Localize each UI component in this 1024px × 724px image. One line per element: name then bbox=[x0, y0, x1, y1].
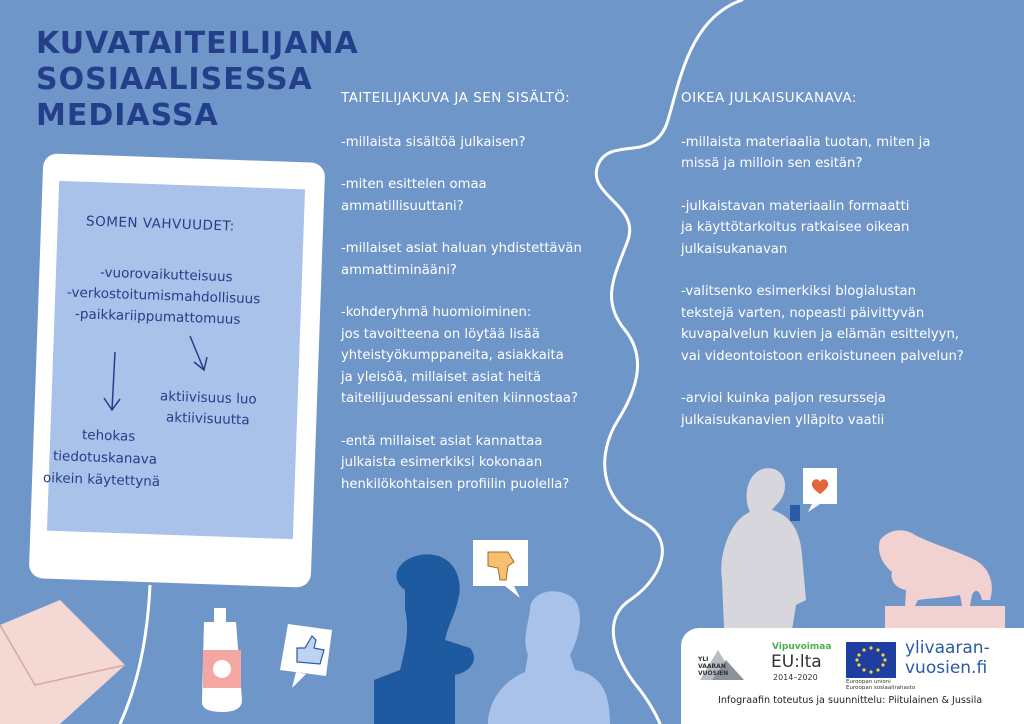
question-line: yhteistyökumppaneita, asiakkaita bbox=[341, 348, 564, 363]
question-line: julkaista esimerkiksi kokonaan bbox=[341, 455, 543, 470]
vipuvoimaa-main: EU:lta bbox=[771, 652, 822, 672]
arrow-caption: tehokas bbox=[81, 427, 136, 445]
question-line: taiteilijuudessani eniten kiinnostaa? bbox=[341, 391, 579, 406]
question-line: -arvioi kuinka paljon resursseja bbox=[681, 391, 886, 406]
question-line: kuvapalvelun kuvien ja elämän esittelyyn, bbox=[681, 327, 959, 342]
title-line: MEDIASSA bbox=[36, 98, 219, 133]
strengths-heading: SOMEN VAHVUUDET: bbox=[85, 213, 235, 235]
vipuvoimaa-top: Vipuvoimaa bbox=[772, 642, 832, 652]
vipuvoimaa-years: 2014–2020 bbox=[773, 673, 818, 682]
website-link[interactable] bbox=[905, 638, 990, 678]
eu-label bbox=[846, 679, 915, 691]
question-line: ja yleisöä, millaiset asiat heitä bbox=[341, 369, 541, 385]
strength-item: -verkostoitumismahdollisuus bbox=[66, 284, 261, 308]
question-line: tekstejä varten, nopeasti päivittyvän bbox=[681, 305, 925, 321]
question-line: julkaisukanavan bbox=[681, 241, 788, 257]
title-line: SOSIAALISESSA bbox=[36, 62, 313, 97]
yli-logo-text bbox=[698, 656, 728, 677]
notification-count: 1 bbox=[124, 536, 143, 566]
question-line: -valitsenko esimerkiksi blogialustan bbox=[681, 284, 916, 299]
logo-line: VAARAN bbox=[698, 663, 726, 670]
eu-label-line: Euroopan sosiaalirahasto bbox=[846, 685, 916, 691]
question-line: -millaiset asiat haluan yhdistettävän bbox=[341, 241, 582, 256]
title-line: KUVATAITEILIJANA bbox=[36, 26, 359, 61]
arrow-caption: aktiivisuus luo bbox=[159, 388, 257, 408]
question-line: -entä millaiset asiat kannattaa bbox=[341, 433, 543, 449]
logo-line: YLI bbox=[698, 656, 709, 663]
question-line: ja käyttötarkoitus ratkaisee oikean bbox=[681, 220, 910, 235]
question-line: -millaista materiaalia tuotan, miten ja bbox=[681, 134, 931, 150]
question-line: -miten esittelen omaa bbox=[341, 177, 487, 192]
arrow-caption: aktiivisuutta bbox=[165, 409, 250, 429]
question-line: julkaisukanavien ylläpito vaatii bbox=[681, 412, 885, 428]
question-line: -julkaistavan materiaalin formaatti bbox=[681, 198, 910, 214]
strength-item: -paikkariippumattomuus bbox=[74, 306, 241, 328]
arrow-caption: oikein käytettynä bbox=[42, 469, 161, 491]
question-line: -millaista sisältöä julkaisen? bbox=[341, 134, 526, 150]
question-line: jos tavoitteena on löytää lisää bbox=[341, 326, 540, 342]
site-line: ylivaaran- bbox=[905, 638, 990, 658]
strength-item: -vuorovaikutteisuus bbox=[99, 264, 233, 286]
column-heading: TAITEILIJAKUVA JA SEN SISÄLTÖ: bbox=[341, 90, 571, 106]
arrow-caption: tiedotuskanava bbox=[52, 448, 158, 468]
question-line: henkilökohtaisen profiilin puolella? bbox=[341, 476, 570, 492]
credit-text: Infograafin toteutus ja suunnittelu: Piitulainen & Jussila bbox=[718, 695, 983, 706]
column-heading: OIKEA JULKAISUKANAVA: bbox=[681, 90, 857, 106]
question-line: ammattiminääni? bbox=[341, 262, 457, 278]
question-line: vai videontoistoon erikoistuneen palvelun? bbox=[681, 348, 964, 364]
question-line: ammatillisuuttani? bbox=[341, 198, 464, 214]
question-line: missä ja milloin sen esitän? bbox=[681, 156, 863, 171]
eu-label-line: Euroopan unioni bbox=[846, 679, 891, 685]
logo-line: VUOSIEN bbox=[698, 670, 729, 677]
question-line: -kohderyhmä huomioiminen: bbox=[341, 305, 532, 320]
site-line: vuosien.fi bbox=[905, 658, 988, 678]
